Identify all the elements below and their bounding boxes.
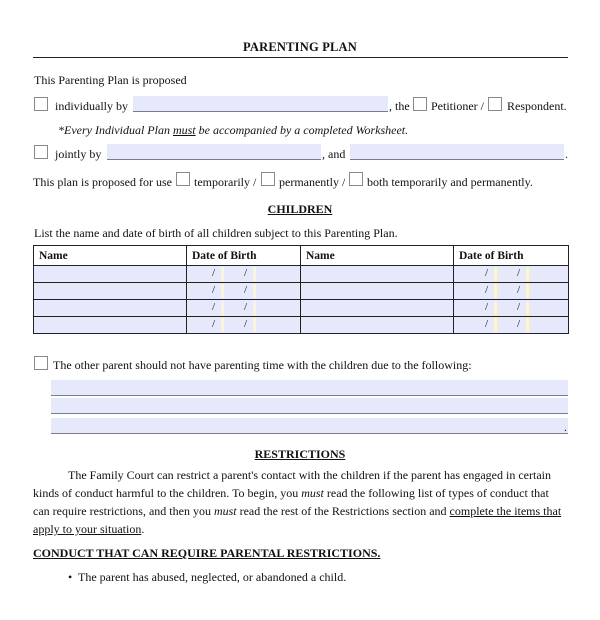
individually-checkbox[interactable] <box>34 97 48 111</box>
reason-field-1[interactable] <box>51 380 568 396</box>
child-dob-field[interactable]: / / <box>454 317 569 334</box>
joint-name-field-2[interactable] <box>350 144 564 160</box>
child-name-field[interactable] <box>34 283 187 300</box>
petitioner-checkbox[interactable] <box>413 97 427 111</box>
both-checkbox[interactable] <box>349 172 363 186</box>
use-label: This plan is proposed for use <box>33 175 172 189</box>
permanently-label: permanently / <box>279 175 346 189</box>
worksheet-note: *Every Individual Plan must be accompanied by a completed Worksheet. <box>58 123 409 137</box>
col-dob-1: Date of Birth <box>187 246 301 266</box>
col-name-1: Name <box>34 246 187 266</box>
child-dob-field[interactable]: / / <box>454 266 569 283</box>
child-name-field[interactable] <box>34 300 187 317</box>
child-name-field[interactable] <box>34 317 187 334</box>
and-label: , and <box>322 147 346 161</box>
jointly-checkbox[interactable] <box>34 145 48 159</box>
children-table <box>33 245 569 334</box>
children-table-header <box>34 246 569 266</box>
individual-name-field[interactable] <box>133 96 388 112</box>
child-dob-field[interactable]: / / <box>454 283 569 300</box>
restrictions-para-line-3: can require restrictions, and then you must read the rest of the Restrictions section and complete the items that <box>33 504 562 518</box>
respondent-label: Respondent. <box>507 99 567 113</box>
col-dob-2: Date of Birth <box>454 246 569 266</box>
child-dob-field[interactable]: / / <box>187 283 301 300</box>
temporarily-checkbox[interactable] <box>176 172 190 186</box>
other-parent-checkbox[interactable] <box>34 356 48 370</box>
other-parent-text: The other parent should not have parenting time with the children due to the following: <box>53 358 472 372</box>
petitioner-label: Petitioner / <box>431 99 484 113</box>
title-rule <box>33 57 568 58</box>
restrictions-para-line-2: kinds of conduct harmful to the children. To begin, you must read the following list of types of conduct that <box>33 486 549 500</box>
apply-situation-link[interactable]: apply to your situation <box>33 522 142 536</box>
child-dob-field[interactable]: / / <box>454 300 569 317</box>
conduct-heading: CONDUCT THAT CAN REQUIRE PARENTAL RESTRICTIONS. <box>33 546 381 560</box>
table-row <box>34 283 569 300</box>
child-dob-field[interactable]: / / <box>187 317 301 334</box>
reason-field-3[interactable] <box>51 418 568 434</box>
restrictions-para-line-4: apply to your situation. <box>33 522 145 536</box>
jointly-label: jointly by <box>55 147 102 161</box>
reason-field-2[interactable] <box>51 398 568 414</box>
child-name-field[interactable] <box>34 266 187 283</box>
child-name-field[interactable] <box>301 266 454 283</box>
child-dob-field[interactable]: / / <box>187 300 301 317</box>
reason-period: . <box>564 422 567 434</box>
child-name-field[interactable] <box>301 300 454 317</box>
page-title: PARENTING PLAN <box>242 40 358 54</box>
table-row <box>34 300 569 317</box>
complete-items-link[interactable]: complete the items that <box>449 504 562 518</box>
temporarily-label: temporarily / <box>194 175 257 189</box>
joint-name-field-1[interactable] <box>107 144 321 160</box>
bullet-icon: • <box>68 570 73 584</box>
jointly-period: . <box>565 147 568 161</box>
respondent-checkbox[interactable] <box>488 97 502 111</box>
col-name-2: Name <box>301 246 454 266</box>
intro-text: This Parenting Plan is proposed <box>34 73 187 87</box>
the-label: , the <box>389 99 410 113</box>
permanently-checkbox[interactable] <box>261 172 275 186</box>
both-label: both temporarily and permanently. <box>367 175 533 189</box>
children-instruction: List the name and date of birth of all children subject to this Parenting Plan. <box>34 226 398 240</box>
child-dob-field[interactable]: / / <box>187 266 301 283</box>
individually-label: individually by <box>55 99 128 113</box>
restrictions-heading: RESTRICTIONS <box>254 447 346 461</box>
restrictions-para-line-1: The Family Court can restrict a parent's contact with the children if the parent has engaged in certain <box>68 468 551 482</box>
children-heading: CHILDREN <box>267 202 333 216</box>
child-name-field[interactable] <box>301 317 454 334</box>
table-row <box>34 266 569 283</box>
bullet-item: • The parent has abused, neglected, or abandoned a child. <box>68 570 347 584</box>
table-row <box>34 317 569 334</box>
child-name-field[interactable] <box>301 283 454 300</box>
